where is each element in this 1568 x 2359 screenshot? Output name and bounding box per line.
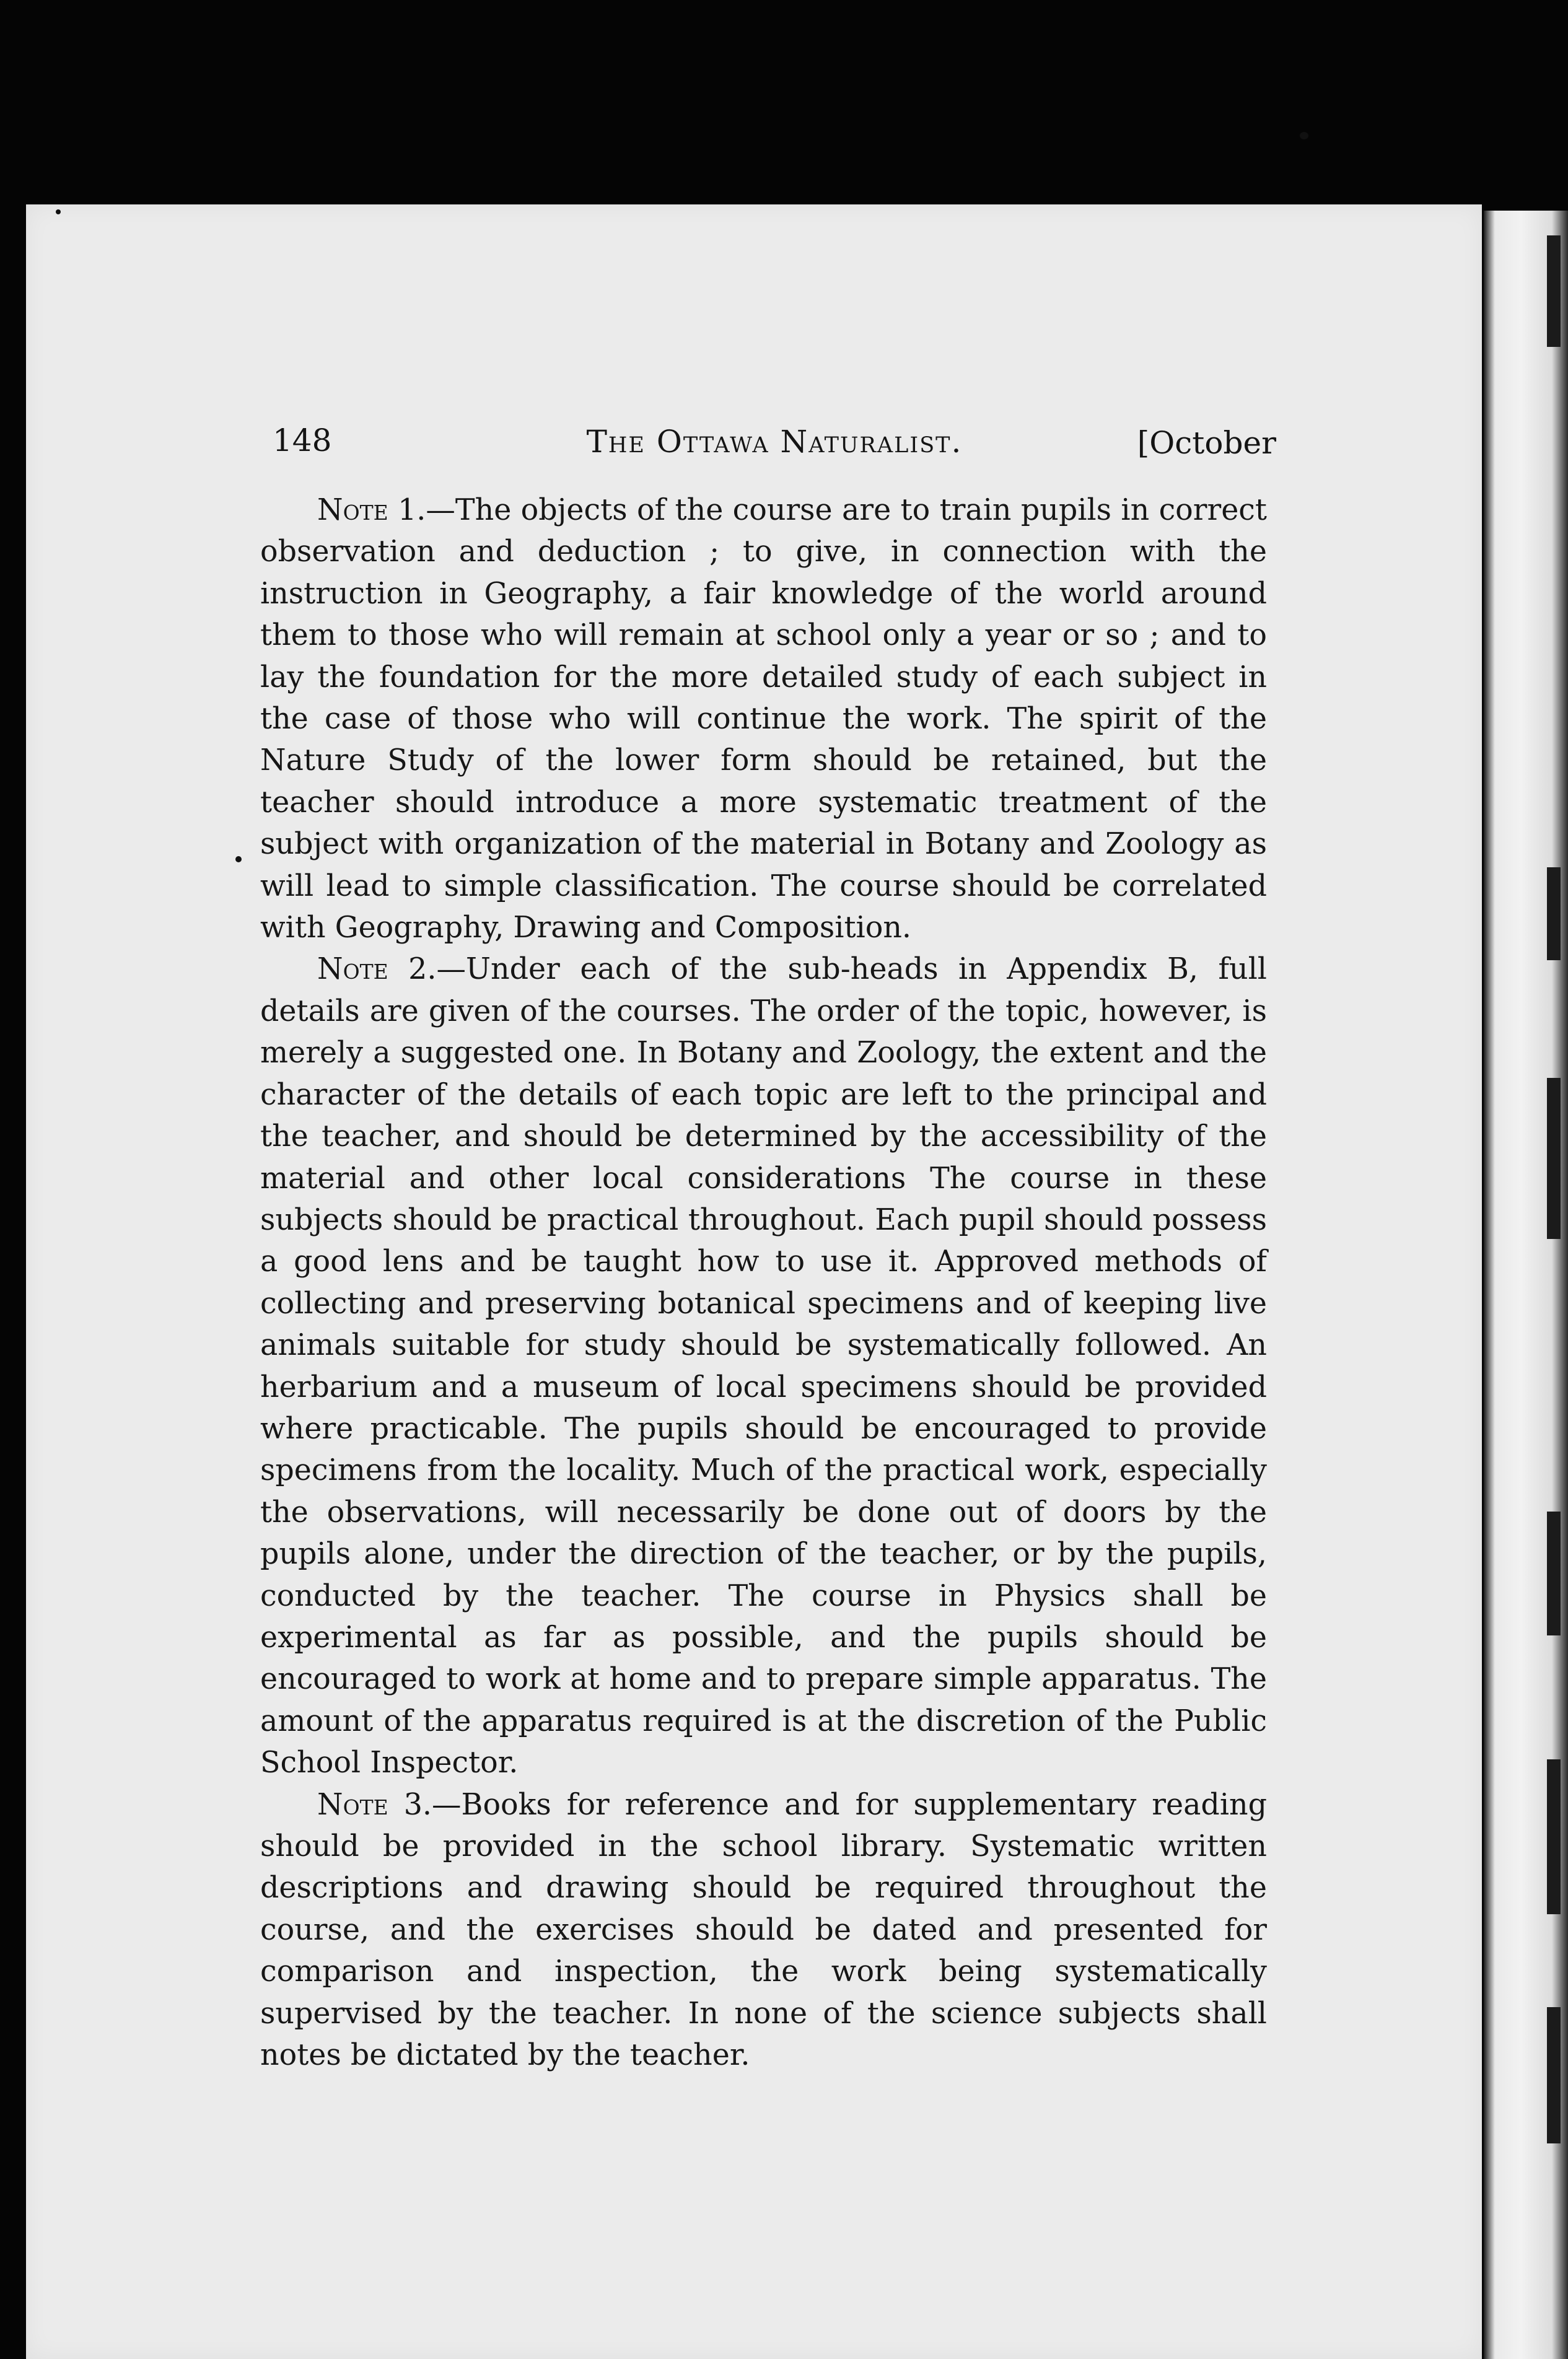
- adjacent-page-bleed: [1547, 1078, 1561, 1239]
- dust-speck: [1300, 132, 1308, 139]
- note-text: —Books for reference and for supplementary reading should be provided in the school library. Systematic written descriptions and drawing should be required throughout the course, and the exercises should be dated and presented for comparison and inspection, the work being systematically supervised by the teacher. In none of the science subjects shall notes be dictated by the teacher.: [260, 1787, 1268, 2073]
- note-paragraph: [260, 489, 1267, 948]
- page-number: 148: [273, 422, 332, 458]
- note-paragraph: [260, 1784, 1267, 2077]
- note-paragraph: [260, 948, 1267, 1783]
- dust-speck: [235, 856, 242, 862]
- note-label: Note 2.: [317, 952, 437, 987]
- note-text: —The objects of the course are to train pupils in correct observation and deduction ; to give, in connection with the instruction in Geography, a fair knowledge of the world around them to those who will remain at school only a year or so ; and to lay the foundation for the more detailed study of each subject in the case of those who will continue the work. The spirit of the Nature Study of the lower form should be retained, but the teacher should introduce a more systematic treatment of the subject with organization of the material in Botany and Zoology as will lead to simple classification. The course should be correlated with Geography, Drawing and Composition.: [260, 493, 1267, 945]
- journal-title: The Ottawa Naturalist.: [586, 424, 963, 460]
- dust-speck: [56, 209, 61, 214]
- note-label: Note 3.: [317, 1787, 432, 1822]
- note-label: Note 1.: [317, 493, 426, 527]
- note-text: —Under each of the sub-heads in Appendix B, full details are given of the courses. The order of the topic, however, is merely a suggested one. In Botany and Zoology, the extent and the character of the details of each topic are left to the principal and the teacher, and should be determined by the accessibility of the material and other local considerations The course in these subjects should be practical throughout. Each pupil should possess a good lens and be taught how to use it. Approved methods of collecting and preserving botanical specimens and of keeping live animals suitable for study should be systematically followed. An herbarium and a museum of local specimens should be provided where practicable. The pupils should be encouraged to provide specimens from the locality. Much of the practical work, especially the observations, will necessarily be done out of doors by the pupils alone, under the direction of the teacher, or by the pupils, conducted by the teacher. The course in Physics shall be experimental as far as possible, and the pupils should be encouraged to work at home and to prepare simple apparatus. The amount of the apparatus required is at the discretion of the Public School Inspector.: [260, 952, 1267, 1780]
- adjacent-page-bleed: [1547, 1759, 1561, 1914]
- adjacent-page-bleed: [1547, 1512, 1561, 1635]
- adjacent-page-bleed: [1547, 2007, 1561, 2143]
- adjacent-page-bleed: [1547, 867, 1561, 960]
- adjacent-page-edge: [1484, 211, 1568, 2359]
- running-head: [273, 422, 1276, 472]
- article-body: [260, 489, 1267, 2076]
- issue-month: [October: [1137, 425, 1276, 461]
- adjacent-page-bleed: [1547, 235, 1561, 347]
